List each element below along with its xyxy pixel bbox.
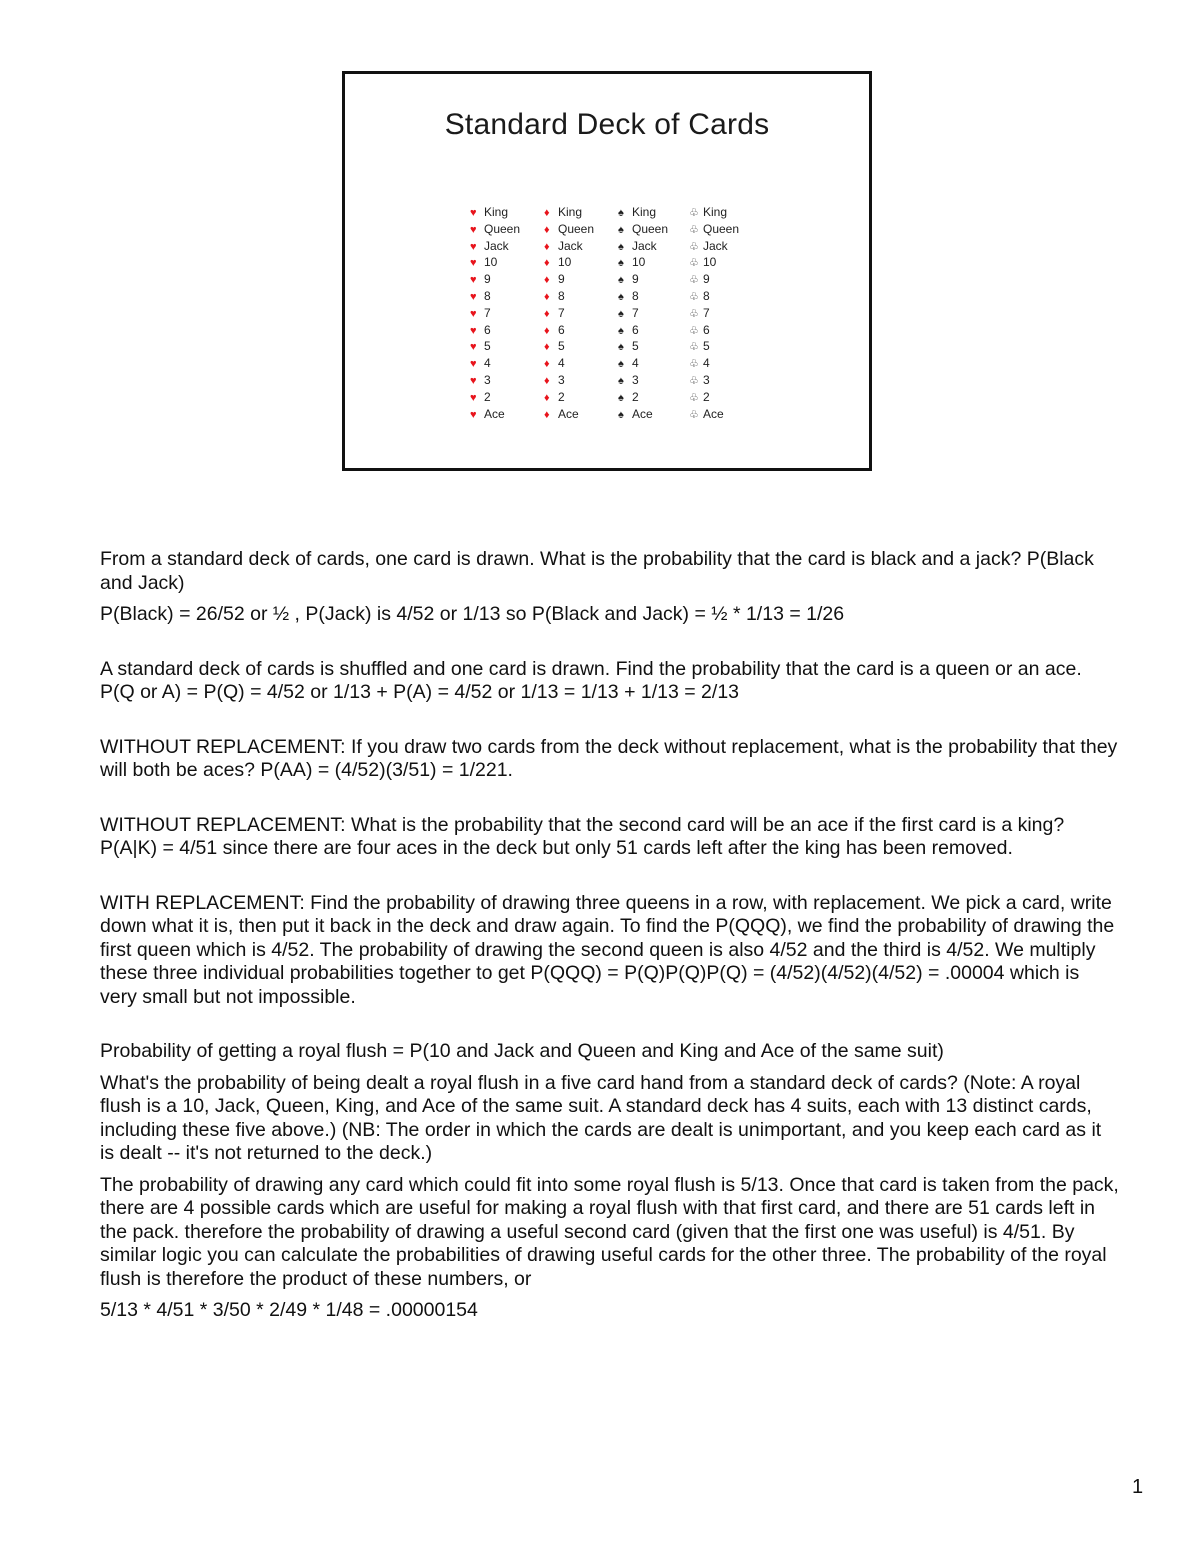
- card-entry: [689, 323, 739, 340]
- spade-icon: ♠: [618, 341, 624, 354]
- card-rank-label: 6: [558, 322, 565, 337]
- slide-title: Standard Deck of Cards: [444, 108, 770, 141]
- diamond-icon: ♦: [544, 307, 550, 320]
- card-entry: [470, 239, 520, 256]
- heart-icon: ♥: [470, 391, 477, 404]
- card-entry: [470, 390, 520, 407]
- club-icon: ♧: [689, 374, 699, 387]
- card-rank-label: 5: [632, 339, 639, 354]
- diamond-icon: ♦: [544, 358, 550, 371]
- heart-icon: ♥: [470, 341, 477, 354]
- card-rank-label: 10: [558, 255, 572, 270]
- card-entry: [618, 339, 668, 356]
- card-entry: [618, 373, 668, 390]
- card-entry: [618, 323, 668, 340]
- club-icon: ♧: [689, 307, 699, 320]
- suit-column-hearts: [470, 205, 520, 423]
- club-icon: ♧: [689, 324, 699, 337]
- paragraph-ace-after-king: WITHOUT REPLACEMENT: What is the probability that the second card will be an ace if the first card is a king? P(A|K) = 4/51 since there are four aces in the deck but only 51 cards left after the king has been removed.: [100, 813, 1065, 859]
- card-rank-label: 3: [632, 372, 639, 387]
- card-rank-label: Jack: [558, 238, 583, 253]
- card-rank-label: 9: [484, 272, 491, 287]
- card-rank-label: Ace: [703, 406, 724, 421]
- card-entry: [470, 339, 520, 356]
- card-rank-label: Queen: [558, 221, 595, 236]
- card-entry: [544, 407, 594, 424]
- card-rank-label: King: [558, 205, 583, 219]
- card-entry: [544, 373, 594, 390]
- card-entry: [689, 205, 739, 222]
- card-rank-label: 2: [632, 389, 639, 404]
- spade-icon: ♠: [618, 324, 624, 337]
- page-number: 1: [1132, 1476, 1144, 1498]
- paragraph-queen-or-ace: A standard deck of cards is shuffled and one card is drawn. Find the probability that the card is a queen or an ace. P(Q or A) = P(Q) = 4/52 or 1/13 + P(A) = 4/52 or 1/13 = 1/13 + 1/13 = 2/13: [100, 657, 1082, 703]
- card-entry: [470, 407, 520, 424]
- card-entry: [544, 255, 594, 272]
- diamond-icon: ♦: [544, 324, 550, 337]
- card-entry: [689, 289, 739, 306]
- card-rank-label: 8: [632, 288, 639, 303]
- card-entry: [689, 255, 739, 272]
- card-entry: [618, 289, 668, 306]
- card-entry: [618, 272, 668, 289]
- suit-column-clubs: [689, 205, 739, 423]
- card-rank-label: 2: [558, 389, 565, 404]
- card-entry: [544, 390, 594, 407]
- card-entry: [618, 255, 668, 272]
- card-rank-label: Ace: [632, 406, 653, 421]
- card-entry: [544, 205, 594, 222]
- card-rank-label: 7: [558, 305, 565, 320]
- card-entry: [689, 339, 739, 356]
- card-entry: [618, 205, 668, 222]
- card-entry: [544, 323, 594, 340]
- card-rank-label: 4: [703, 356, 710, 371]
- card-rank-label: 4: [558, 356, 565, 371]
- card-rank-label: 10: [703, 255, 717, 270]
- card-entry: [544, 289, 594, 306]
- card-entry: [689, 272, 739, 289]
- card-entry: [544, 339, 594, 356]
- card-rank-label: Jack: [703, 238, 728, 253]
- spade-icon: ♠: [618, 358, 624, 371]
- club-icon: ♧: [689, 408, 699, 421]
- card-rank-label: 2: [703, 389, 710, 404]
- card-entry: [689, 373, 739, 390]
- card-entry: [689, 390, 739, 407]
- card-entry: [618, 306, 668, 323]
- diamond-icon: ♦: [544, 223, 550, 236]
- card-rank-label: Ace: [484, 406, 505, 421]
- card-rank-label: 6: [703, 322, 710, 337]
- card-rank-label: King: [484, 205, 509, 219]
- card-entry: [470, 272, 520, 289]
- card-rank-label: 4: [632, 356, 639, 371]
- card-entry: [470, 356, 520, 373]
- body-text: [100, 548, 1120, 1323]
- spade-icon: ♠: [618, 223, 624, 236]
- heart-icon: ♥: [470, 223, 477, 236]
- card-entry: [689, 407, 739, 424]
- club-icon: ♧: [689, 274, 699, 287]
- heart-icon: ♥: [470, 358, 477, 371]
- paragraph-black-jack-question: From a standard deck of cards, one card is drawn. What is the probability that the card is black and a jack? P(Black and Jack): [100, 548, 1094, 594]
- card-entry: [618, 390, 668, 407]
- card-rank-label: 7: [484, 305, 491, 320]
- card-rank-label: Jack: [484, 238, 509, 253]
- card-entry: [618, 407, 668, 424]
- card-entry: [544, 356, 594, 373]
- diamond-icon: ♦: [544, 341, 550, 354]
- heart-icon: ♥: [470, 307, 477, 320]
- diamond-icon: ♦: [544, 240, 550, 253]
- club-icon: ♧: [689, 207, 699, 219]
- heart-icon: ♥: [470, 290, 477, 303]
- diamond-icon: ♦: [544, 391, 550, 404]
- card-entry: [470, 205, 520, 222]
- heart-icon: ♥: [470, 257, 477, 270]
- spade-icon: ♠: [618, 240, 624, 253]
- card-entry: [618, 356, 668, 373]
- club-icon: ♧: [689, 257, 699, 270]
- card-rank-label: 9: [703, 272, 710, 287]
- paragraph-black-jack-answer: P(Black) = 26/52 or ½ , P(Jack) is 4/52 or 1/13 so P(Black and Jack) = ½ * 1/13 = 1/26: [100, 603, 845, 625]
- spade-icon: ♠: [618, 274, 624, 287]
- card-rank-label: Ace: [558, 406, 579, 421]
- club-icon: ♧: [689, 240, 699, 253]
- card-rank-label: 10: [632, 255, 646, 270]
- card-rank-label: Jack: [632, 238, 657, 253]
- club-icon: ♧: [689, 290, 699, 303]
- spade-icon: ♠: [618, 207, 624, 219]
- card-entry: [689, 222, 739, 239]
- card-entry: [470, 323, 520, 340]
- paragraph-royal-flush-result: 5/13 * 4/51 * 3/50 * 2/49 * 1/48 = .00000154: [100, 1299, 478, 1321]
- diamond-icon: ♦: [544, 274, 550, 287]
- card-entry: [544, 272, 594, 289]
- deck-slide: [342, 71, 872, 471]
- card-entry: [470, 222, 520, 239]
- card-rank-label: Queen: [484, 221, 521, 236]
- spade-icon: ♠: [618, 391, 624, 404]
- diamond-icon: ♦: [544, 257, 550, 270]
- card-rank-label: 8: [558, 288, 565, 303]
- card-rank-label: 3: [703, 372, 710, 387]
- card-rank-label: 8: [484, 288, 491, 303]
- paragraph-royal-flush-definition: Probability of getting a royal flush = P(10 and Jack and Queen and King and Ace of the same suit): [100, 1040, 944, 1062]
- card-entry: [544, 306, 594, 323]
- card-rank-label: 9: [632, 272, 639, 287]
- card-rank-label: 5: [558, 339, 565, 354]
- club-icon: ♧: [689, 223, 699, 236]
- diamond-icon: ♦: [544, 290, 550, 303]
- club-icon: ♧: [689, 341, 699, 354]
- heart-icon: ♥: [470, 408, 477, 421]
- diamond-icon: ♦: [544, 207, 550, 219]
- spade-icon: ♠: [618, 257, 624, 270]
- card-entry: [689, 356, 739, 373]
- card-rank-label: 4: [484, 356, 491, 371]
- heart-icon: ♥: [470, 324, 477, 337]
- card-entry: [470, 373, 520, 390]
- heart-icon: ♥: [470, 207, 477, 219]
- card-entry: [618, 222, 668, 239]
- card-rank-label: 7: [632, 305, 639, 320]
- card-entry: [470, 306, 520, 323]
- club-icon: ♧: [689, 391, 699, 404]
- spade-icon: ♠: [618, 408, 624, 421]
- paragraph-three-queens: WITH REPLACEMENT: Find the probability of drawing three queens in a row, with replacement. We pick a card, write down what it is, then put it back in the deck and draw again. To find the P(QQQ), we find the probability of drawing the first queen which is 4/52. The probability of drawing the second queen is also 4/52 and the third is 4/52. We multiply these three individual probabilities together to get P(QQQ) = P(Q)P(Q)P(Q) = (4/52)(4/52)(4/52) = .00004 which is very small but not impossible.: [100, 891, 1115, 1008]
- club-icon: ♧: [689, 358, 699, 371]
- card-rank-label: 3: [558, 372, 565, 387]
- card-rank-label: 6: [484, 322, 491, 337]
- card-rank-label: King: [632, 205, 657, 219]
- spade-icon: ♠: [618, 290, 624, 303]
- card-rank-label: 2: [484, 389, 491, 404]
- spade-icon: ♠: [618, 307, 624, 320]
- card-rank-label: 6: [632, 322, 639, 337]
- card-rank-label: Queen: [703, 221, 740, 236]
- card-entry: [470, 289, 520, 306]
- paragraph-two-aces: WITHOUT REPLACEMENT: If you draw two cards from the deck without replacement, what is the probability that they will both be aces? P(AA) = (4/52)(3/51) = 1/221.: [100, 735, 1118, 781]
- paragraph-royal-flush-question: What's the probability of being dealt a royal flush in a five card hand from a standard deck of cards? (Note: A royal flush is a 10, Jack, Queen, King, and Ace of the same suit. A standard deck has 4 suits, each with 13 distinct cards, including these five above.) (NB: The order in which the cards are dealt is unimportant, and you keep each card as it is dealt -- it's not returned to the deck.): [100, 1071, 1102, 1164]
- card-entry: [689, 306, 739, 323]
- card-rank-label: King: [703, 205, 728, 219]
- diamond-icon: ♦: [544, 408, 550, 421]
- heart-icon: ♥: [470, 274, 477, 287]
- card-rank-label: 10: [484, 255, 498, 270]
- heart-icon: ♥: [470, 240, 477, 253]
- card-rank-label: Queen: [632, 221, 669, 236]
- diamond-icon: ♦: [544, 374, 550, 387]
- heart-icon: ♥: [470, 374, 477, 387]
- card-rank-label: 3: [484, 372, 491, 387]
- card-rank-label: 7: [703, 305, 710, 320]
- card-entry: [544, 239, 594, 256]
- spade-icon: ♠: [618, 374, 624, 387]
- card-rank-label: 8: [703, 288, 710, 303]
- paragraph-royal-flush-answer: The probability of drawing any card which could fit into some royal flush is 5/13. Once that card is taken from the pack, there are 4 possible cards which are useful for making a royal flush with that first card, and there are 51 cards left in the pack. therefore the probability of drawing a useful second card (given that the first one was useful) is 4/51. By similar logic you can calculate the probabilities of drawing useful cards for the other three. The probability of the royal flush is therefore the product of these numbers, or: [100, 1173, 1119, 1290]
- card-entry: [544, 222, 594, 239]
- suit-column-spades: [618, 205, 668, 423]
- card-rank-label: 5: [703, 339, 710, 354]
- card-entry: [689, 239, 739, 256]
- card-entry: [618, 239, 668, 256]
- suit-column-diamonds: [544, 205, 594, 423]
- card-rank-label: 9: [558, 272, 565, 287]
- card-rank-label: 5: [484, 339, 491, 354]
- card-entry: [470, 255, 520, 272]
